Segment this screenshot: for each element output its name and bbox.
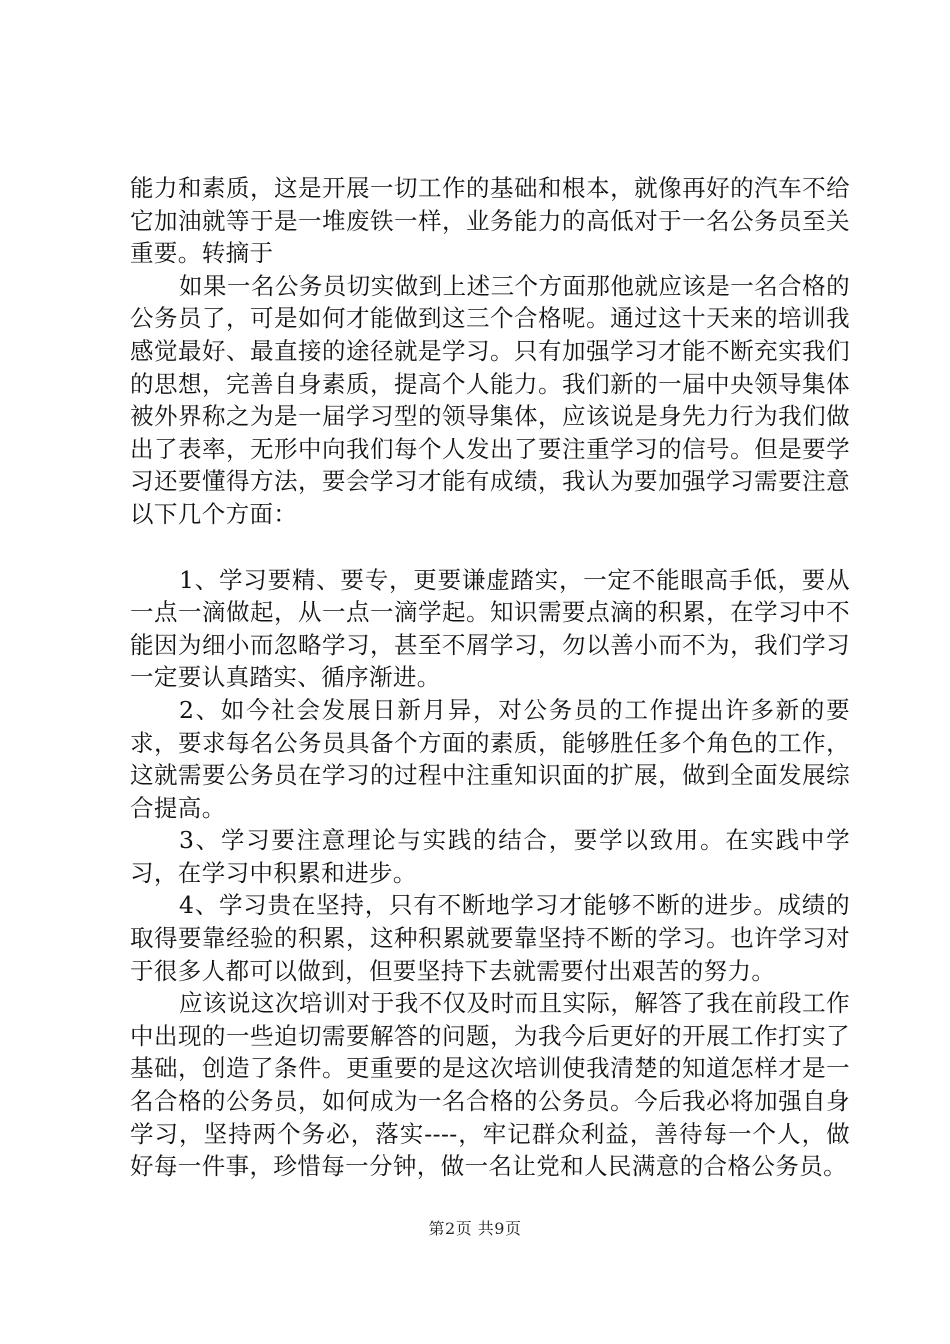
paragraph-learning-intro: 如果一名公务员切实做到上述三个方面那他就应该是一名合格的公务员了，可是如何才能做到这三个合格呢。通过这十天来的培训我感觉最好、最直接的途径就是学习。只有加强学习才能不断充实我们的思想，完善自身素质，提高个人能力。我们新的一届中央领导集体被外界称之为是一届学习型的领导集体，应该说是身先力行为我们做出了表率，无形中向我们每个人发出了要注重学习的信号。但是要学习还要懂得方法，要会学习才能有成绩，我认为要加强学习需要注意以下几个方面： — [130, 271, 850, 528]
paragraph-continuation: 能力和素质，这是开展一切工作的基础和根本，就像再好的汽车不给它加油就等于是一堆废铁一样，业务能力的高低对于一名公务员至关重要。转摘于 — [130, 174, 850, 268]
page-number-footer: 第2页 共9页 — [428, 1219, 522, 1238]
list-item-1: 1、学习要精、要专，更要谦虚踏实，一定不能眼高手低，要从一点一滴做起，从一点一滴学起。知识需要点滴的积累，在学习中不能因为细小而忽略学习，甚至不屑学习，勿以善小而不为，我们学习一定要认真踏实、循序渐进。 — [130, 565, 850, 692]
paragraph-closing: 应该说这次培训对于我不仅及时而且实际，解答了我在前段工作中出现的一些迫切需要解答的问题，为我今后更好的开展工作打实了基础，创造了条件。更重要的是这次培训使我清楚的知道怎样才是一名合格的公务员，如何成为一名合格的公务员。今后我必将加强自身学习，坚持两个务必，落实----，牢记群众利益，善待每一个人，做好每一件事，珍惜每一分钟，做一名让党和人民满意的合格公务员。 — [130, 989, 850, 1181]
list-item-4: 4、学习贵在坚持，只有不断地学习才能够不断的进步。成绩的取得要靠经验的积累，这种积累就要靠坚持不断的学习。也许学习对于很多人都可以做到，但要坚持下去就需要付出艰苦的努力。 — [130, 891, 850, 985]
paragraph-gap — [130, 531, 850, 564]
list-item-2: 2、如今社会发展日新月异，对公务员的工作提出许多新的要求，要求每名公务员具备个方面的素质，能够胜任多个角色的工作，这就需要公务员在学习的过程中注重知识面的扩展，做到全面发展综合提高。 — [130, 695, 850, 822]
document-body — [130, 172, 850, 1183]
list-item-3: 3、学习要注意理论与实践的结合，要学以致用。在实践中学习，在学习中积累和进步。 — [130, 826, 850, 887]
